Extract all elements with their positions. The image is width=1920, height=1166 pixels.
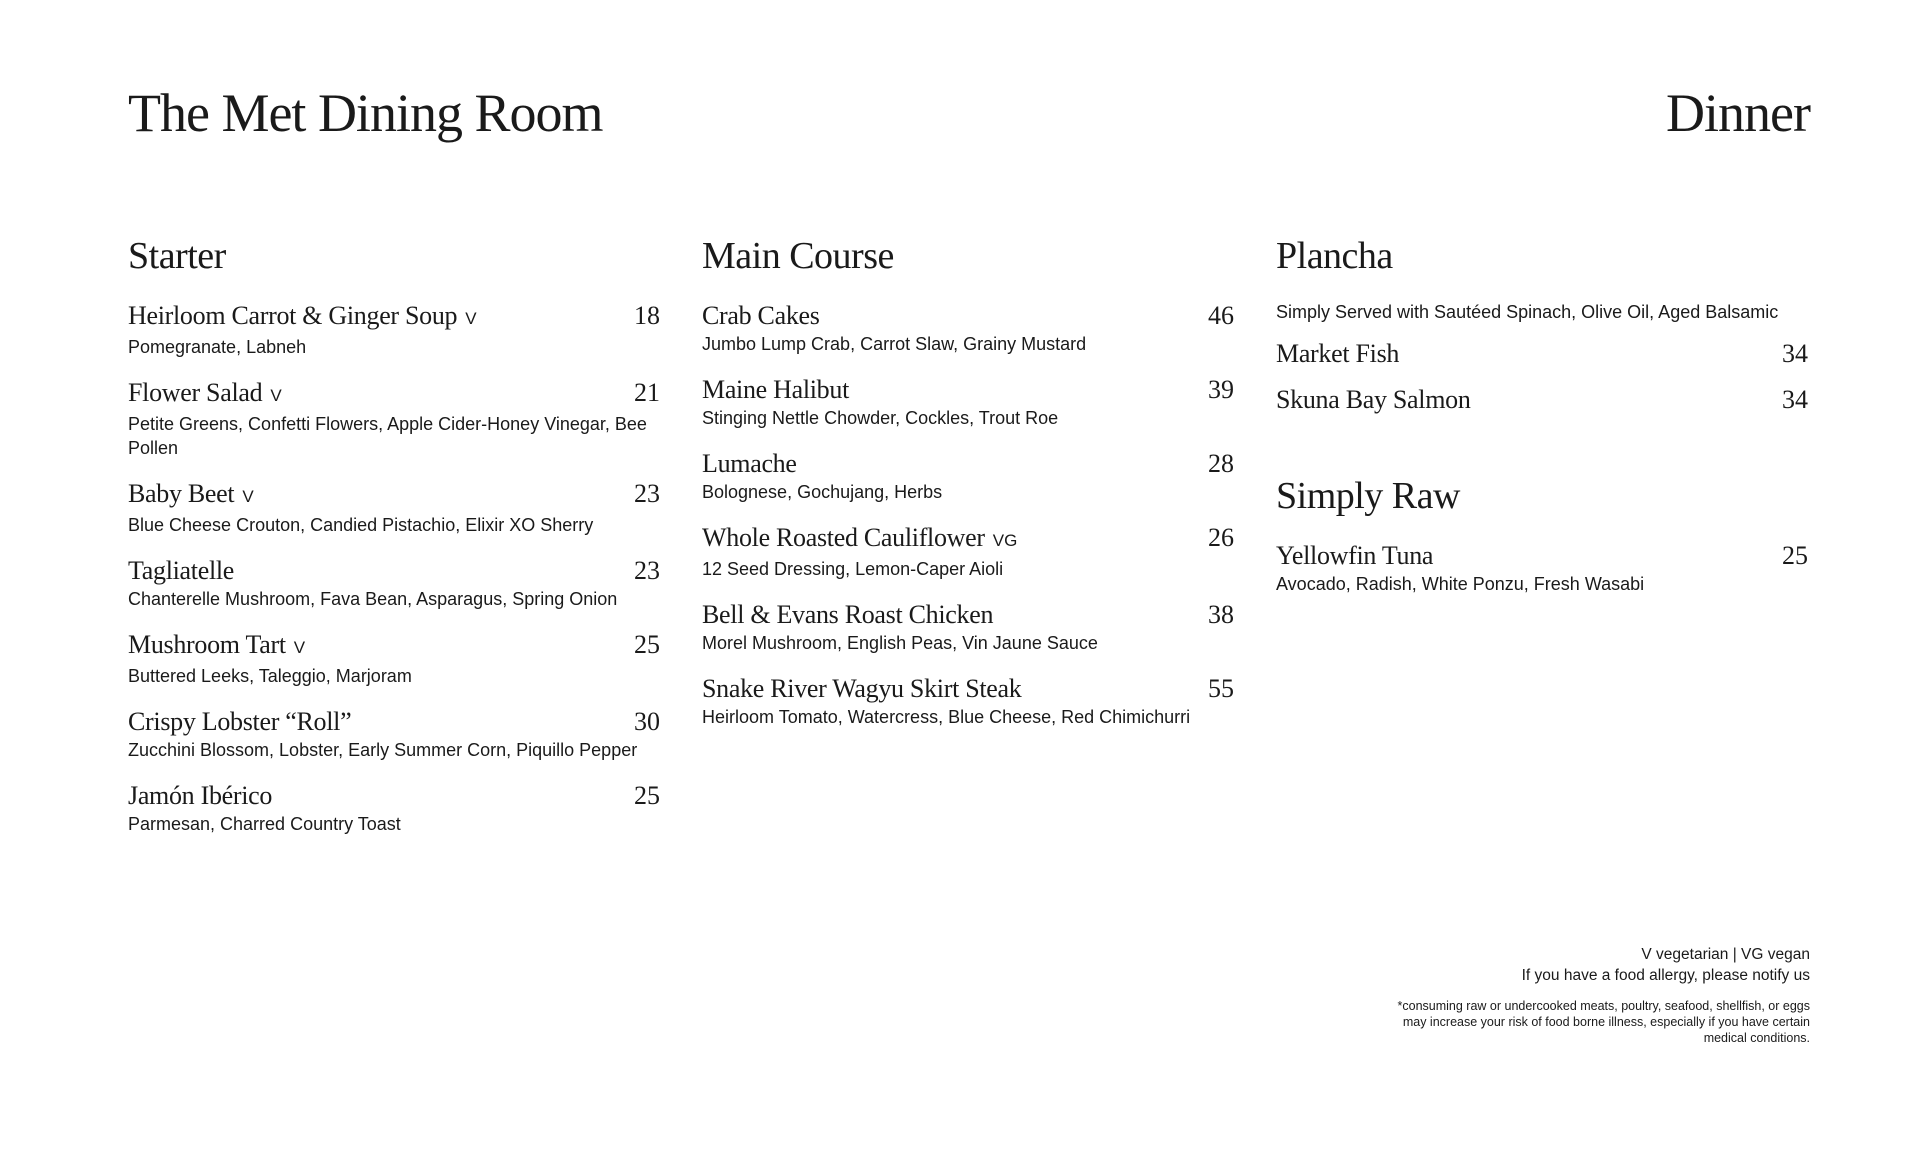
item-description: Chanterelle Mushroom, Fava Bean, Asparagus, Spring Onion xyxy=(128,589,618,609)
item-name: Crispy Lobster “Roll” xyxy=(128,707,352,736)
item-name: Yellowfin Tuna xyxy=(1276,541,1434,570)
menu-item xyxy=(702,673,1234,729)
item-price: 21 xyxy=(634,378,660,407)
item-price: 55 xyxy=(1208,674,1234,703)
menu-notes xyxy=(1290,944,1810,1046)
starter-heading: Starter xyxy=(128,235,226,277)
item-price: 39 xyxy=(1208,375,1234,404)
item-price: 28 xyxy=(1208,449,1234,478)
item-description: Zucchini Blossom, Lobster, Early Summer Corn, Piquillo Pepper xyxy=(128,740,638,760)
item-name: Skuna Bay Salmon xyxy=(1276,385,1471,414)
diet-tag: V xyxy=(270,386,282,405)
menu-item xyxy=(702,374,1234,430)
allergy-notice: If you have a food allergy, please notify us xyxy=(1521,967,1810,984)
diet-tag: VG xyxy=(992,531,1018,550)
meal-title: Dinner xyxy=(1666,83,1810,143)
starter-section xyxy=(128,232,660,854)
plancha-section xyxy=(1276,232,1808,614)
item-price: 18 xyxy=(634,301,660,330)
item-name: Lumache xyxy=(702,449,797,478)
menu-item xyxy=(128,300,660,359)
item-description: Parmesan, Charred Country Toast xyxy=(128,814,401,834)
item-name: Whole Roasted Cauliflower VG xyxy=(702,523,1018,552)
main-course-heading: Main Course xyxy=(702,235,894,277)
plancha-intro: Simply Served with Sautéed Spinach, Olive Oil, Aged Balsamic xyxy=(1276,302,1779,322)
diet-tag: V xyxy=(293,638,306,657)
simply-raw-heading: Simply Raw xyxy=(1276,475,1460,517)
item-description: Blue Cheese Crouton, Candied Pistachio, Elixir XO Sherry xyxy=(128,515,594,535)
item-name: Market Fish xyxy=(1276,339,1400,368)
menu-item xyxy=(128,706,660,762)
menu-item xyxy=(702,448,1234,504)
item-price: 23 xyxy=(634,479,660,508)
menu-item xyxy=(1276,338,1808,370)
restaurant-title: The Met Dining Room xyxy=(128,83,603,143)
item-price: 26 xyxy=(1208,523,1234,552)
item-description: Bolognese, Gochujang, Herbs xyxy=(702,482,943,502)
item-price: 34 xyxy=(1782,385,1808,414)
menu-item xyxy=(702,300,1234,356)
item-price: 25 xyxy=(634,630,660,659)
item-description: Stinging Nettle Chowder, Cockles, Trout Roe xyxy=(702,408,1059,428)
menu-item xyxy=(128,629,660,688)
item-name: Tagliatelle xyxy=(128,556,235,585)
item-name: Snake River Wagyu Skirt Steak xyxy=(702,674,1022,703)
item-description: Heirloom Tomato, Watercress, Blue Cheese, Red Chimichurri xyxy=(702,707,1191,727)
item-price: 23 xyxy=(634,556,660,585)
menu-item xyxy=(128,478,660,537)
menu-item xyxy=(1276,540,1808,596)
item-price: 38 xyxy=(1208,600,1234,629)
item-description: Pomegranate, Labneh xyxy=(128,337,307,357)
menu-item xyxy=(702,522,1234,581)
item-name: Jamón Ibérico xyxy=(128,781,273,810)
item-description: Petite Greens, Confetti Flowers, Apple Cider-Honey Vinegar, Bee Pollen xyxy=(128,414,647,458)
diet-tag: V xyxy=(465,309,477,328)
main-course-section xyxy=(702,232,1234,747)
item-price: 30 xyxy=(634,707,660,736)
item-name: Maine Halibut xyxy=(702,375,850,404)
item-price: 34 xyxy=(1782,339,1808,368)
menu-item xyxy=(128,555,660,611)
item-description: Morel Mushroom, English Peas, Vin Jaune Sauce xyxy=(702,633,1098,653)
menu-item xyxy=(1276,384,1808,416)
item-description: Jumbo Lump Crab, Carrot Slaw, Grainy Mustard xyxy=(702,334,1087,354)
item-price: 25 xyxy=(634,781,660,810)
item-name: Baby Beet V xyxy=(128,479,254,508)
item-name: Bell & Evans Roast Chicken xyxy=(702,600,994,629)
item-description: Avocado, Radish, White Ponzu, Fresh Wasabi xyxy=(1276,574,1645,594)
item-description: Buttered Leeks, Taleggio, Marjoram xyxy=(128,666,412,686)
menu-item xyxy=(128,377,660,460)
menu-item xyxy=(702,599,1234,655)
item-price: 25 xyxy=(1782,541,1808,570)
plancha-heading: Plancha xyxy=(1276,235,1393,277)
item-description: 12 Seed Dressing, Lemon-Caper Aioli xyxy=(702,559,1004,579)
diet-legend: V vegetarian | VG vegan xyxy=(1641,946,1810,963)
item-price: 46 xyxy=(1208,301,1234,330)
food-safety-disclaimer: *consuming raw or undercooked meats, poultry, seafood, shellfish, or eggs may increase your risk of food borne illness, especially if you have certain medical conditions. xyxy=(1397,999,1810,1045)
item-name: Mushroom Tart V xyxy=(128,630,306,659)
item-name: Crab Cakes xyxy=(702,301,820,330)
item-name: Heirloom Carrot & Ginger Soup V xyxy=(128,301,477,330)
menu-item xyxy=(128,780,660,836)
diet-tag: V xyxy=(242,487,254,506)
item-name: Flower Salad V xyxy=(128,378,282,407)
